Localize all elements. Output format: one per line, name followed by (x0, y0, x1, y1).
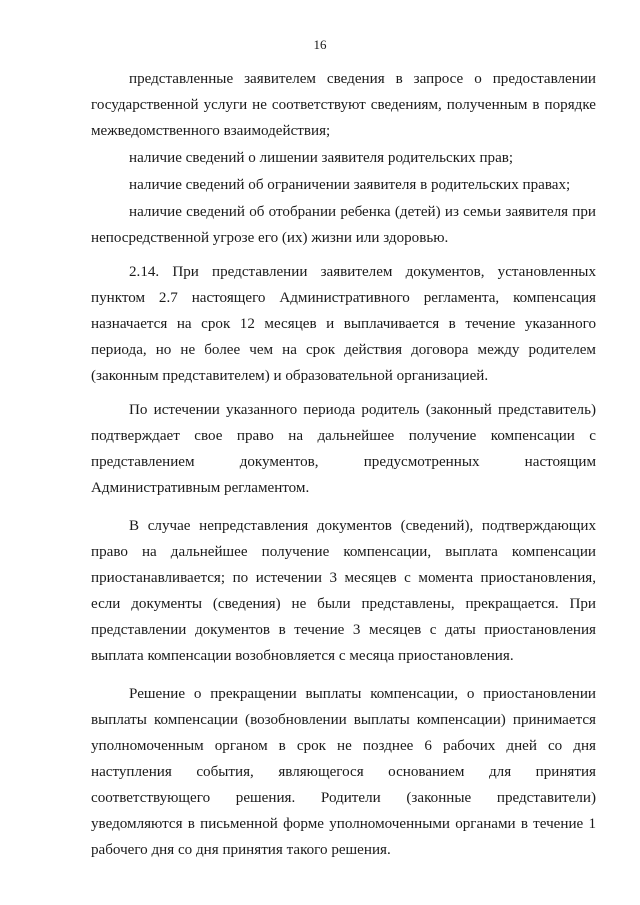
paragraph-restriction-of-rights: наличие сведений об ограничении заявителя в родительских правах; (129, 177, 571, 193)
paragraph-period-expiry: По истечении указанного периода родитель (законный представитель) подтверждает свое право на дальнейшее получение компенсации с представлением документов, предусмотренных настоящим Административным регламентом. (91, 402, 596, 496)
paragraph-info-mismatch: представленные заявителем сведения в запросе о предоставлении государственной услуги не соответствуют сведениям, полученным в порядке межведомственного взаимодействия; (91, 71, 596, 139)
document-body (91, 66, 596, 863)
paragraph-decision: Решение о прекращении выплаты компенсации, о приостановлении выплаты компенсации (возобновлении выплаты компенсации) принимается уполномоченным органом в срок не позднее 6 рабочих дней со дня наступления события, являющегося основанием для принятия соответствующего решения. Родители (законные представители) уведомляются в письменной форме уполномоченными органами в течение 1 рабочего дня со дня принятия такого решения. (91, 686, 596, 858)
paragraph-non-submission: В случае непредставления документов (сведений), подтверждающих право на дальнейшее получение компенсации, выплата компенсации приостанавливается; по истечении 3 месяцев с момента приостановления, если документы (сведения) не были представлены, прекращается. При представлении документов в течение 3 месяцев с даты приостановления выплата компенсации возобновляется с месяца приостановления. (91, 518, 596, 664)
paragraph-deprivation-of-rights: наличие сведений о лишении заявителя родительских прав; (129, 150, 514, 166)
paragraph-child-removal: наличие сведений об отобрании ребенка (детей) из семьи заявителя при непосредственной угрозе его (их) жизни или здоровью. (91, 204, 596, 246)
paragraph-section-2-14: 2.14. При представлении заявителем документов, установленных пунктом 2.7 настоящего Административного регламента, компенсация назначается на срок 12 месяцев и выплачивается в течение указанного периода, но не более чем на срок действия договора между родителем (законным представителем) и образовательной организацией. (91, 264, 596, 384)
page-number: 16 (313, 37, 327, 52)
